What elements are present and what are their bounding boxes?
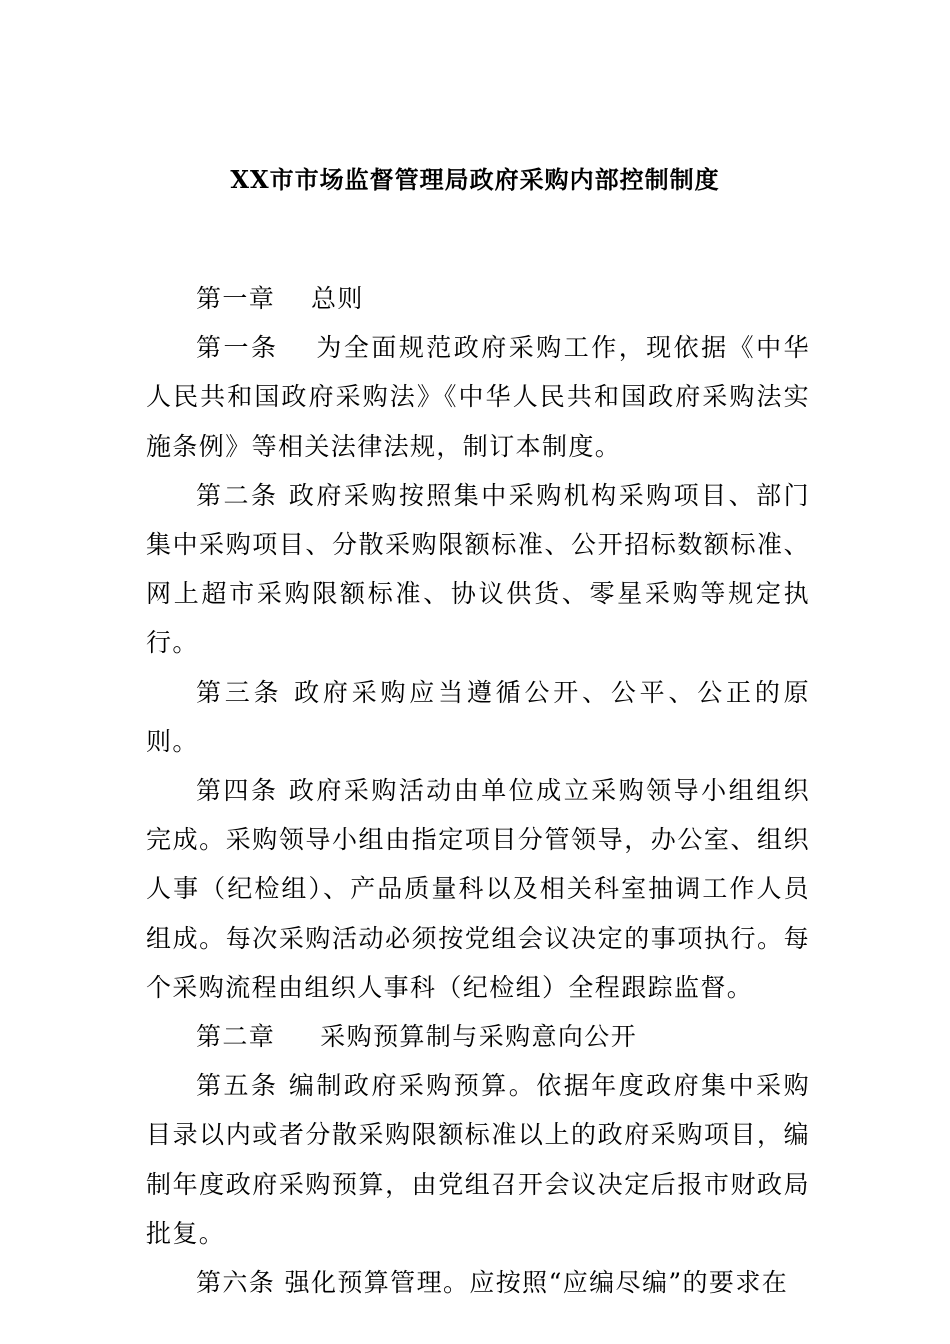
- label-gap: [275, 284, 311, 313]
- article-paragraph: [146, 471, 810, 668]
- chapter-title: 采购预算制与采购意向公开: [320, 1022, 638, 1052]
- article-text: 政府采购活动由单位成立采购领导小组组织完成。采购领导小组由指定项目分管领导，办公室、组织人事（纪检组）、产品质量科以及相关科室抽调工作人员组成。每次采购活动必须按党组会议决定的事项执行。每个采购流程由组织人事科（纪检组）全程跟踪监督。: [146, 776, 810, 1002]
- chapter-heading: [146, 274, 810, 323]
- label-gap: [275, 1022, 320, 1051]
- article-label: 第五条: [196, 1071, 279, 1101]
- article-paragraph: [146, 668, 810, 766]
- article-paragraph: [146, 1258, 810, 1307]
- article-paragraph: [146, 323, 810, 471]
- article-text: 编制政府采购预算。依据年度政府集中采购目录以内或者分散采购限额标准以上的政府采购项目，编制年度政府采购预算，由党组召开会议决定后报市财政局批复。: [146, 1071, 810, 1248]
- article-text: 政府采购应当遵循公开、公平、公正的原则。: [146, 677, 811, 756]
- label-gap: [278, 333, 316, 362]
- article-label: 第二条: [196, 480, 279, 510]
- label-gap: [278, 1071, 288, 1100]
- article-label: 第一条: [196, 333, 279, 363]
- label-gap: [275, 1268, 284, 1297]
- article-label: 第三条: [196, 677, 283, 707]
- chapter-label: 第二章: [196, 1022, 276, 1052]
- label-gap: [278, 776, 288, 805]
- document-title: XX市市场监督管理局政府采购内部控制制度: [230, 165, 720, 194]
- label-gap: [282, 678, 294, 707]
- article-text: 强化预算管理。应按照“应编尽编”的要求在: [284, 1268, 789, 1298]
- article-label: 第四条: [196, 776, 279, 806]
- article-paragraph: [146, 766, 810, 1012]
- chapter-title: 总则: [310, 284, 364, 313]
- article-paragraph: [146, 1061, 810, 1258]
- article-text: 为全面规范政府采购工作，现依据《中华人民共和国政府采购法》《中华人民共和国政府采购法实施条例》等相关法律法规，制订本制度。: [146, 333, 811, 461]
- article-label: 第六条: [196, 1268, 276, 1298]
- chapter-label: 第一章: [196, 284, 276, 313]
- article-text: 政府采购按照集中采购机构采购项目、部门集中采购项目、分散采购限额标准、公开招标数额标准、网上超市采购限额标准、协议供货、零星采购等规定执行。: [146, 480, 810, 658]
- label-gap: [278, 481, 288, 510]
- chapter-heading: [146, 1012, 810, 1061]
- document-body: [146, 274, 810, 1307]
